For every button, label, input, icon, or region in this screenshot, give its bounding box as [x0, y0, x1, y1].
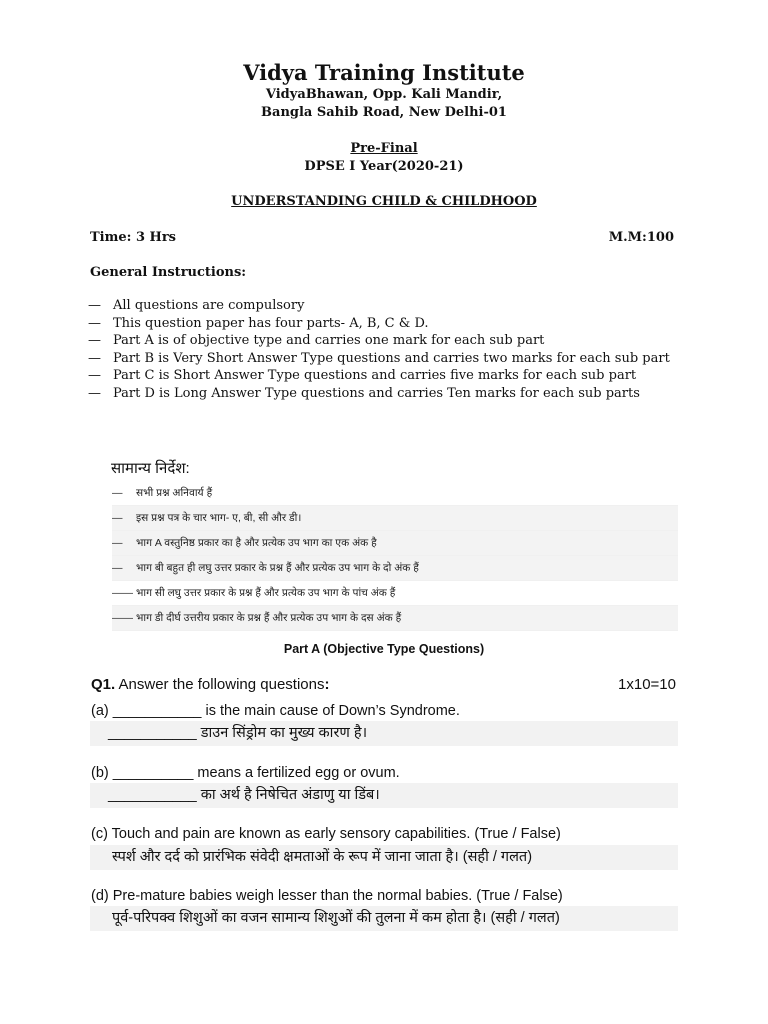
question-1-text: Answer the following questions	[115, 676, 325, 693]
institute-name: Vidya Training Institute	[243, 60, 525, 85]
hindi-instruction-text: सभी प्रश्न अनिवार्य हैं	[136, 487, 213, 499]
instruction-text: Part A is of objective type and carries one mark for each sub part	[113, 333, 545, 348]
hindi-instruction-item	[112, 606, 678, 631]
instruction-dash: —	[88, 368, 101, 383]
instruction-text: Part C is Short Answer Type questions and carries five marks for each sub part	[113, 368, 637, 383]
hindi-instruction-item	[112, 556, 678, 581]
general-instructions-heading: General Instructions:	[90, 265, 247, 280]
subquestion-b-hindi-row	[90, 783, 678, 808]
hindi-instruction-dash: —	[112, 512, 123, 524]
address-line-1: VidyaBhawan, Opp. Kali Mandir,	[265, 87, 503, 102]
subquestion-c-english: (c) Touch and pain are known as early sensory capabilities. (True / False)	[91, 826, 561, 842]
instruction-text: Part B is Very Short Answer Type questions and carries two marks for each sub part	[113, 350, 670, 366]
part-a-heading: Part A (Objective Type Questions)	[283, 642, 485, 656]
hindi-instruction-text: इस प्रश्न पत्र के चार भाग- ए, बी, सी और डी।	[136, 512, 302, 524]
exam-name	[0, 141, 768, 156]
instruction-dash: —	[88, 298, 101, 313]
instruction-item	[88, 385, 688, 403]
instruction-dash: —	[88, 315, 101, 331]
subquestion-a-english: (a) ___________ is the main cause of Down’s Syndrome.	[91, 703, 460, 719]
hindi-instruction-text: भाग बी बहुत ही लघु उत्तर प्रकार के प्रश्न हैं और प्रत्येक उप भाग के दो अंक हैं	[136, 562, 419, 574]
instruction-text: All questions are compulsory	[113, 298, 305, 313]
hindi-instruction-dash: —	[112, 487, 123, 499]
question-1-label: Q1.	[91, 676, 116, 693]
subquestion-c-hindi-row	[90, 845, 678, 870]
instruction-dash: —	[88, 385, 101, 401]
instruction-item	[88, 332, 688, 350]
subquestion-d-hindi: पूर्व-परिपक्व शिशुओं का वजन सामान्य शिशुओं की तुलना में कम होता है। (सही / गलत)	[112, 910, 560, 926]
subquestion-b-english: (b) __________ means a fertilized egg or ovum.	[91, 765, 400, 781]
maximum-marks: M.M:100	[608, 230, 674, 245]
hindi-instruction-dash: —	[112, 562, 123, 574]
subquestion-a-hindi-row	[90, 721, 678, 746]
hindi-instruction-dash: ——	[112, 587, 133, 599]
subquestion-d-english: (d) Pre-mature babies weigh lesser than the normal babies. (True / False)	[91, 888, 563, 904]
instruction-dash: —	[88, 333, 101, 348]
exam-name-text: Pre-Final	[350, 141, 418, 156]
instruction-text: Part D is Long Answer Type questions and carries Ten marks for each sub parts	[113, 385, 640, 401]
question-1-colon: :	[324, 676, 330, 693]
subject-title	[0, 194, 768, 209]
hindi-instruction-text: भाग सी लघु उत्तर प्रकार के प्रश्न हैं और प्रत्येक उप भाग के पांच अंक हैं	[136, 587, 396, 599]
instruction-dash: —	[88, 350, 101, 366]
subquestion-c-hindi: स्पर्श और दर्द को प्रारंभिक संवेदी क्षमताओं के रूप में जाना जाता है। (सही / गलत)	[112, 849, 533, 865]
exam-year: DPSE I Year(2020-21)	[304, 159, 464, 174]
subquestion-d-hindi-row	[90, 906, 678, 931]
hindi-instruction-text: भाग A वस्तुनिष्ठ प्रकार का है और प्रत्येक उप भाग का एक अंक है	[136, 537, 377, 549]
hindi-instruction-item	[112, 531, 678, 556]
hindi-instruction-item	[112, 506, 678, 531]
question-1	[91, 676, 329, 693]
subquestion-b-hindi: ___________ का अर्थ है निषेचित अंडाणु या डिंब।	[108, 787, 380, 803]
hindi-instruction-text: भाग डी दीर्घ उत्तरीय प्रकार के प्रश्न हैं और प्रत्येक उप भाग के दस अंक हैं	[136, 612, 402, 624]
instruction-item	[88, 350, 688, 368]
hindi-instruction-item	[112, 481, 678, 506]
subquestion-a-hindi: ___________ डाउन सिंड्रोम का मुख्य कारण है।	[108, 725, 368, 741]
instruction-item	[88, 367, 688, 385]
instructions-list	[88, 297, 688, 402]
question-1-marks: 1x10=10	[618, 676, 676, 693]
hindi-instructions-heading: सामान्य निर्देश:	[111, 460, 190, 477]
time-allowed: Time: 3 Hrs	[90, 230, 176, 245]
hindi-instruction-dash: ——	[112, 612, 133, 624]
hindi-instructions-list	[112, 481, 678, 631]
subject-title-text: UNDERSTANDING CHILD & CHILDHOOD	[231, 194, 537, 209]
address-line-2: Bangla Sahib Road, New Delhi-01	[261, 105, 507, 120]
instruction-item	[88, 297, 688, 315]
hindi-instruction-item	[112, 581, 678, 606]
instruction-item	[88, 315, 688, 333]
hindi-instruction-dash: —	[112, 537, 123, 549]
instruction-text: This question paper has four parts- A, B, C & D.	[113, 315, 429, 331]
